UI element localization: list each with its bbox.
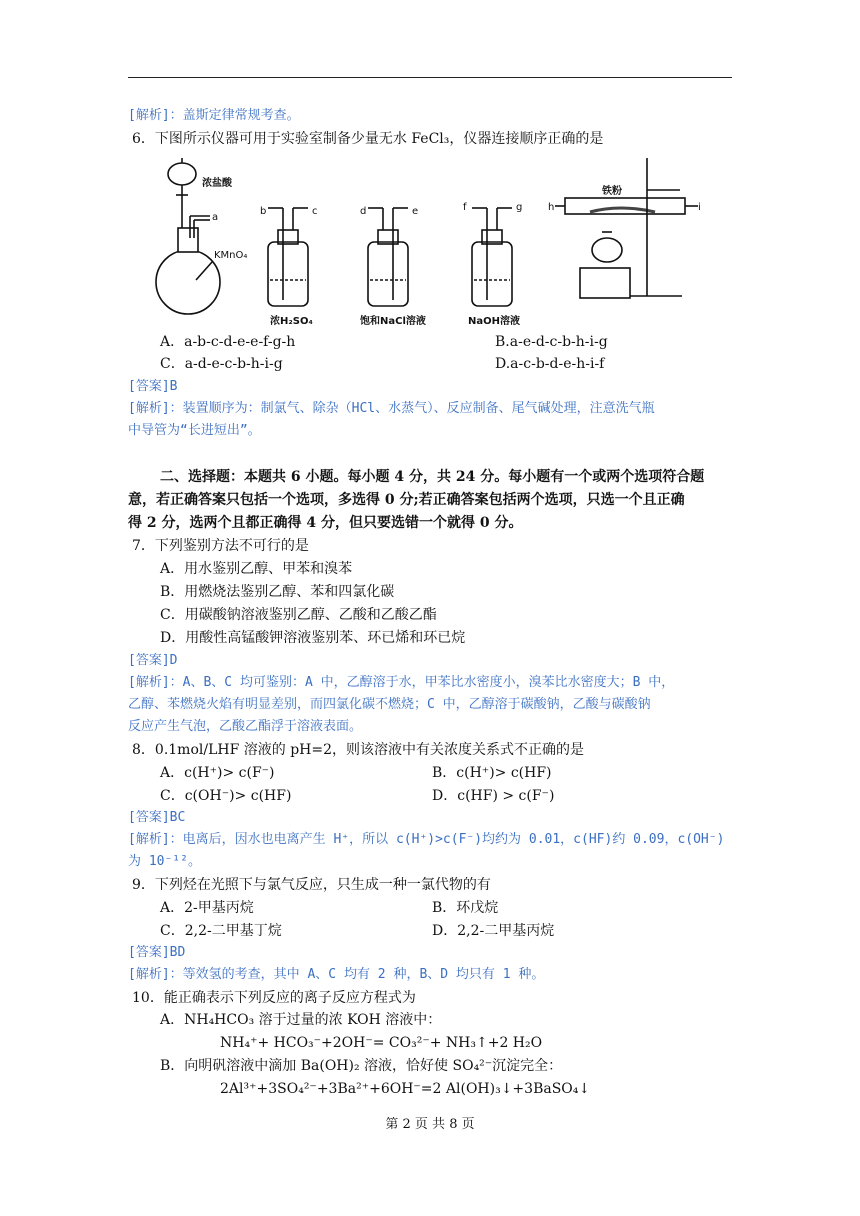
apparatus-figure xyxy=(150,150,710,330)
q9-stem: 9．下列烃在光照下与氯气反应，只生成一种一氯代物的有 xyxy=(132,877,491,893)
section2-line-1: 二、选择题：本题共 6 小题。每小题 4 分，共 24 分。每小题有一个或两个选项符合题 xyxy=(160,469,705,485)
q6-option-a: A．a-b-c-d-e-e-f-g-h xyxy=(160,334,296,350)
q6-option-d: D.a-c-b-d-e-h-i-f xyxy=(495,356,605,372)
q10-option-a: A．NH₄HCO₃ 溶于过量的浓 KOH 溶液中： xyxy=(160,1012,442,1028)
q8-option-d: D．c(HF) > c(F⁻) xyxy=(432,788,555,804)
q9-analysis: [解析]：等效氢的考查，其中 A、C 均有 2 种，B、D 均只有 1 种。 xyxy=(128,967,545,982)
q8-option-a: A．c(H⁺)> c(F⁻) xyxy=(160,765,275,781)
q7-option-b: B．用燃烧法鉴别乙醇、苯和四氯化碳 xyxy=(160,584,395,600)
letter-b: b xyxy=(260,206,267,217)
letter-g: g xyxy=(516,202,523,213)
q10-option-b: B．向明矾溶液中滴加 Ba(OH)₂ 溶液，恰好使 SO₄²⁻沉淀完全： xyxy=(160,1058,563,1074)
q10-stem: 10．能正确表示下列反应的离子反应方程式为 xyxy=(132,990,416,1006)
q7-analysis-3: 反应产生气泡，乙酸乙酯浮于溶液表面。 xyxy=(128,719,363,734)
letter-e: e xyxy=(412,206,419,217)
q5-analysis: [解析]：盖斯定律常规考查。 xyxy=(128,108,300,123)
q7-answer: [答案]D xyxy=(128,653,178,668)
bottle-3 xyxy=(472,208,512,306)
letter-f: f xyxy=(463,202,467,213)
q10-equation-a: NH₄⁺+ HCO₃⁻+2OH⁻= CO₃²⁻+ NH₃↑+2 H₂O xyxy=(220,1035,543,1051)
q6-analysis-2: 中导管为“长进短出”。 xyxy=(128,423,261,438)
q6-option-b: B.a-e-d-c-b-h-i-g xyxy=(495,334,608,350)
q8-option-c: C．c(OH⁻)> c(HF) xyxy=(160,788,292,804)
q10-equation-b: 2Al³⁺+3SO₄²⁻+3Ba²⁺+6OH⁻=2 Al(OH)₃↓+3BaSO₄↓ xyxy=(220,1081,591,1097)
q8-analysis-1: [解析]：电离后，因水也电离产生 H⁺，所以 c(H⁺)>c(F⁻)均约为 0.01，c(HF)约 0.09，c(OH⁻) xyxy=(128,832,725,847)
q8-stem: 8．0.1mol/LHF 溶液的 pH=2，则该溶液中有关浓度关系式不正确的是 xyxy=(132,742,584,758)
q9-option-d: D．2,2-二甲基丙烷 xyxy=(432,923,555,939)
letter-i: i xyxy=(698,202,701,213)
q6-option-c: C．a-d-e-c-b-h-i-g xyxy=(160,356,283,372)
separatory-funnel xyxy=(168,163,196,185)
q7-stem: 7．下列鉴别方法不可行的是 xyxy=(132,538,309,554)
q7-analysis-2: 乙醇、苯燃烧火焰有明显差别，而四氯化碳不燃烧；C 中，乙醇溶于碳酸钠，乙酸与碳酸钠 xyxy=(128,697,651,712)
page-footer: 第 2 页 共 8 页 xyxy=(385,1117,475,1132)
label-bottle-1: 浓H₂SO₄ xyxy=(270,316,313,327)
letter-h: h xyxy=(548,202,555,213)
q6-stem: 6．下图所示仪器可用于实验室制备少量无水 FeCl₃，仪器连接顺序正确的是 xyxy=(132,131,604,147)
q8-option-b: B．c(H⁺)> c(HF) xyxy=(432,765,552,781)
q7-option-a: A．用水鉴别乙醇、甲苯和溴苯 xyxy=(160,561,353,577)
q9-option-b: B．环戊烷 xyxy=(432,900,499,916)
bottle-1 xyxy=(268,208,308,306)
label-iron-powder: 铁粉 xyxy=(602,186,622,197)
letter-c: c xyxy=(312,206,318,217)
letter-a: a xyxy=(212,212,219,223)
label-bottle-2: 饱和NaCl溶液 xyxy=(360,316,426,327)
q7-option-c: C．用碳酸钠溶液鉴别乙醇、乙酸和乙酸乙酯 xyxy=(160,607,437,623)
q7-option-d: D．用酸性高锰酸钾溶液鉴别苯、环已烯和环已烷 xyxy=(160,630,466,646)
q8-answer: [答案]BC xyxy=(128,810,186,825)
header-rule xyxy=(128,77,732,78)
q9-option-a: A．2-甲基丙烷 xyxy=(160,900,254,916)
q6-answer: [答案]B xyxy=(128,379,178,394)
bottle-2 xyxy=(368,208,408,306)
q9-answer: [答案]BD xyxy=(128,945,186,960)
section2-line-3: 得 2 分，选两个且都正确得 4 分，但只要选错一个就得 0 分。 xyxy=(128,515,523,531)
label-bottle-3: NaOH溶液 xyxy=(468,316,520,327)
q6-analysis-1: [解析]：装置顺序为：制氯气、除杂（HCl、水蒸气）、反应制备、尾气碱处理，注意洗气瓶 xyxy=(128,401,655,416)
q7-analysis-1: [解析]：A、B、C 均可鉴别：A 中，乙醇溶于水，甲苯比水密度小，溴苯比水密度大；B 中， xyxy=(128,675,675,690)
letter-d: d xyxy=(360,206,367,217)
section2-line-2: 意，若正确答案只包括一个选项，多选得 0 分;若正确答案包括两个选项，只选一个且正确 xyxy=(128,492,685,508)
q8-analysis-2: 为 10⁻¹²。 xyxy=(128,854,201,869)
label-conc-hcl: 浓盐酸 xyxy=(202,178,232,189)
round-flask xyxy=(156,250,220,314)
combustion-tube-setup xyxy=(555,158,698,298)
label-kmno4: KMnO₄ xyxy=(214,250,248,261)
q9-option-c: C．2,2-二甲基丁烷 xyxy=(160,923,282,939)
